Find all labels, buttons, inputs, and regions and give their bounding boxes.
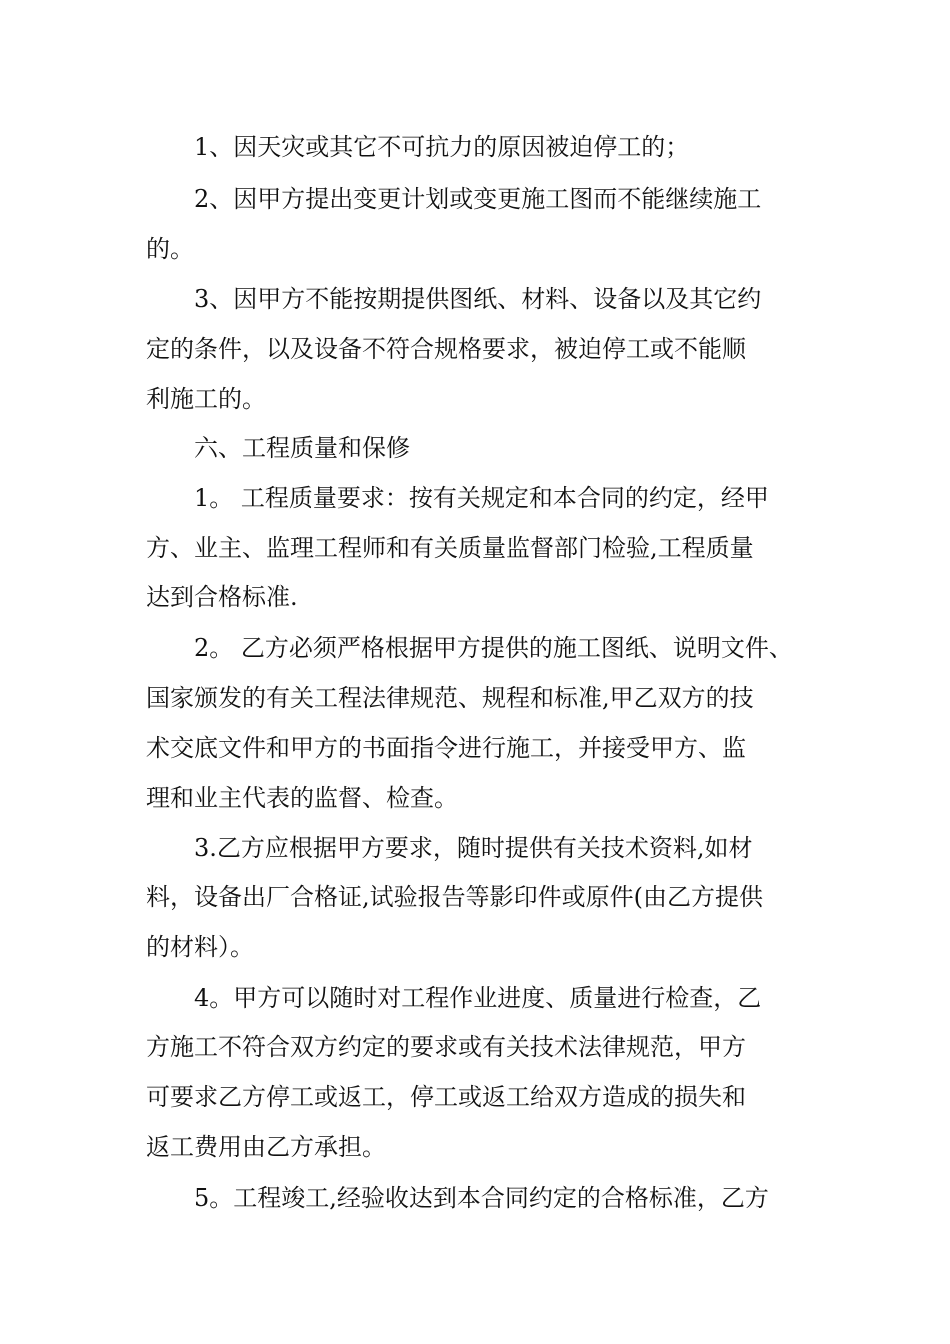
paragraph-line: 利施工的。 [146,385,266,413]
paragraph-line: 返工费用由乙方承担。 [146,1133,386,1161]
paragraph-line: 的材料）。 [146,933,254,961]
paragraph-line: 1、因天灾或其它不可抗力的原因被迫停工的； [194,133,690,161]
paragraph-line: 1。 工程质量要求：按有关规定和本合同的约定，经甲 [194,484,769,512]
paragraph-line: 理和业主代表的监督、检查。 [146,784,458,812]
paragraph-line: 方、业主、监理工程师和有关质量监督部门检验,工程质量 [146,534,754,562]
paragraph-line: 定的条件，以及设备不符合规格要求，被迫停工或不能顺 [146,335,746,363]
paragraph-line: 方施工不符合双方约定的要求或有关技术法律规范，甲方 [146,1033,746,1061]
paragraph-line: 2。 乙方必须严格根据甲方提供的施工图纸、说明文件、 [194,634,793,662]
paragraph-line: 达到合格标准. [146,583,298,611]
paragraph-line: 国家颁发的有关工程法律规范、规程和标准,甲乙双方的技 [146,684,754,712]
paragraph-line: 的。 [146,235,194,263]
paragraph-line: 5。工程竣工,经验收达到本合同约定的合格标准，乙方 [194,1184,769,1212]
paragraph-line: 料，设备出厂合格证,试验报告等影印件或原件(由乙方提供 [146,883,763,911]
paragraph-line: 3、因甲方不能按期提供图纸、材料、设备以及其它约 [194,285,762,313]
paragraph-line: 3.乙方应根据甲方要求，随时提供有关技术资料,如材 [194,834,753,862]
paragraph-line: 2、因甲方提出变更计划或变更施工图而不能继续施工 [194,185,762,213]
paragraph-line: 可要求乙方停工或返工，停工或返工给双方造成的损失和 [146,1083,746,1111]
paragraph-line: 术交底文件和甲方的书面指令进行施工，并接受甲方、监 [146,734,746,762]
paragraph-line: 4。甲方可以随时对工程作业进度、质量进行检查，乙 [194,984,762,1012]
section-heading: 六、工程质量和保修 [194,434,410,462]
